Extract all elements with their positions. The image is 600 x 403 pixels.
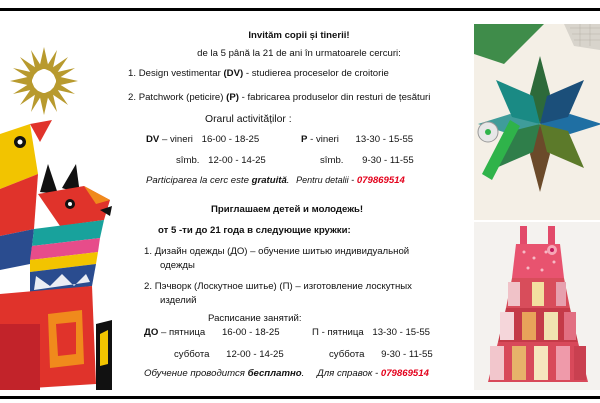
ru-item-2 [144,281,412,293]
ro-p-time-2: 9-30 - 11-55 [362,155,414,166]
ru-item-1-cont: одежды [160,260,195,271]
ru-do-day-1: – пятница [160,327,206,338]
ro-p-day-1: - vineri [310,134,339,145]
ro-item-1-desc: - studierea proceselor de croitorie [245,68,389,79]
ro-free-line: Participarea la cerc este gratuită. Pentru detalii - 079869514 [146,175,405,186]
ru-do-row-1 [144,327,280,339]
ro-dv-day-2: sîmb. [176,155,200,166]
ru-p-row-1 [312,327,430,339]
flyer-text [124,24,474,390]
ru-title: Приглашаем детей и молодежь! [211,204,364,215]
ro-item-1 [128,68,389,80]
folk-art-illustration [0,24,124,390]
sun-icon [10,47,78,115]
ru-p-row-2 [329,349,433,361]
ro-item-2 [128,92,430,104]
ru-details-text: Для справок - [316,368,379,379]
ro-item-2-number: 2. [128,92,137,103]
top-border [0,8,600,11]
ro-free-word: gratuită [251,175,287,186]
ro-p-row-1 [301,134,413,146]
ro-p-label: P [301,134,308,145]
ro-dv-row-2 [176,155,266,167]
dress-svg [474,222,600,390]
ru-do-time-1: 16-00 - 18-25 [221,327,280,338]
ru-item-1 [144,246,409,258]
ro-p-time-1: 13-30 - 15-55 [355,134,414,145]
ru-free-word: бесплатно [247,368,302,379]
ro-item-2-name: Patchwork (peticire) [138,92,224,103]
patchwork-dress-photo [474,222,600,390]
ro-dv-day-1: – vineri [162,134,193,145]
patchwork-star-photo [474,24,600,220]
ru-do-day-2: суббота [174,349,210,360]
ro-dv-row-1 [146,134,259,146]
ru-do-row-2 [174,349,284,361]
ro-p-day-2: sîmb. [320,155,344,166]
ro-dv-time-2: 12-00 - 14-25 [208,155,266,166]
ru-schedule-title: Расписание занятий: [208,313,302,324]
ru-item-2-number: 2. [144,281,153,292]
ro-dv-time-1: 16-00 - 18-25 [201,134,260,145]
ro-item-2-desc: - fabricarea produselor din resturi de țesături [241,92,431,103]
ru-p-label: П [312,327,319,338]
ro-free-text: Participarea la cerc este [146,175,249,186]
ro-item-1-name: Design vestimentar [138,68,221,79]
ru-item-2-line-1: Пэчворк (Лоскутное шитье) (П) – изготовление лоскутных [154,281,412,292]
animal-illustration-svg [0,24,124,390]
ru-p-time-1: 13-30 - 15-55 [372,327,430,338]
ro-age-line: de la 5 până la 21 de ani în urmatoarele cercuri: [197,48,401,59]
ru-p-day-1: - пятница [321,327,364,338]
ro-dv-label: DV [146,134,160,145]
ro-item-2-code: (P) [226,92,239,103]
ru-free-text: Обучение проводится [144,368,245,379]
ru-phone: 079869514 [380,368,429,379]
ru-free-line: Обучение проводится бесплатно. Для справок - 079869514 [144,368,429,379]
ro-schedule-title: Orarul activităților : [205,114,292,125]
ro-item-1-number: 1. [128,68,137,79]
ru-item-2-cont: изделий [160,295,197,306]
ru-item-1-number: 1. [144,246,153,257]
ru-item-1-line-1: Дизайн одежды (ДО) – обучение шитью индивидуальной [154,246,410,257]
ro-title: Invităm copii și tinerii! [248,30,350,41]
bottom-border [0,396,600,399]
ru-p-time-2: 9-30 - 11-55 [381,349,433,360]
ro-item-1-code: (DV) [223,68,244,79]
ru-age-line: от 5 -ти до 21 года в следующие кружки: [158,225,351,236]
ro-p-row-2 [320,155,414,167]
ru-do-label: ДО [144,327,159,338]
ru-do-time-2: 12-00 - 14-25 [226,349,284,360]
ro-phone: 079869514 [356,175,405,186]
ro-details-text: Pentru detalii - [296,175,355,185]
ru-p-day-2: суббота [329,349,365,360]
quilt-star-svg [474,24,600,220]
